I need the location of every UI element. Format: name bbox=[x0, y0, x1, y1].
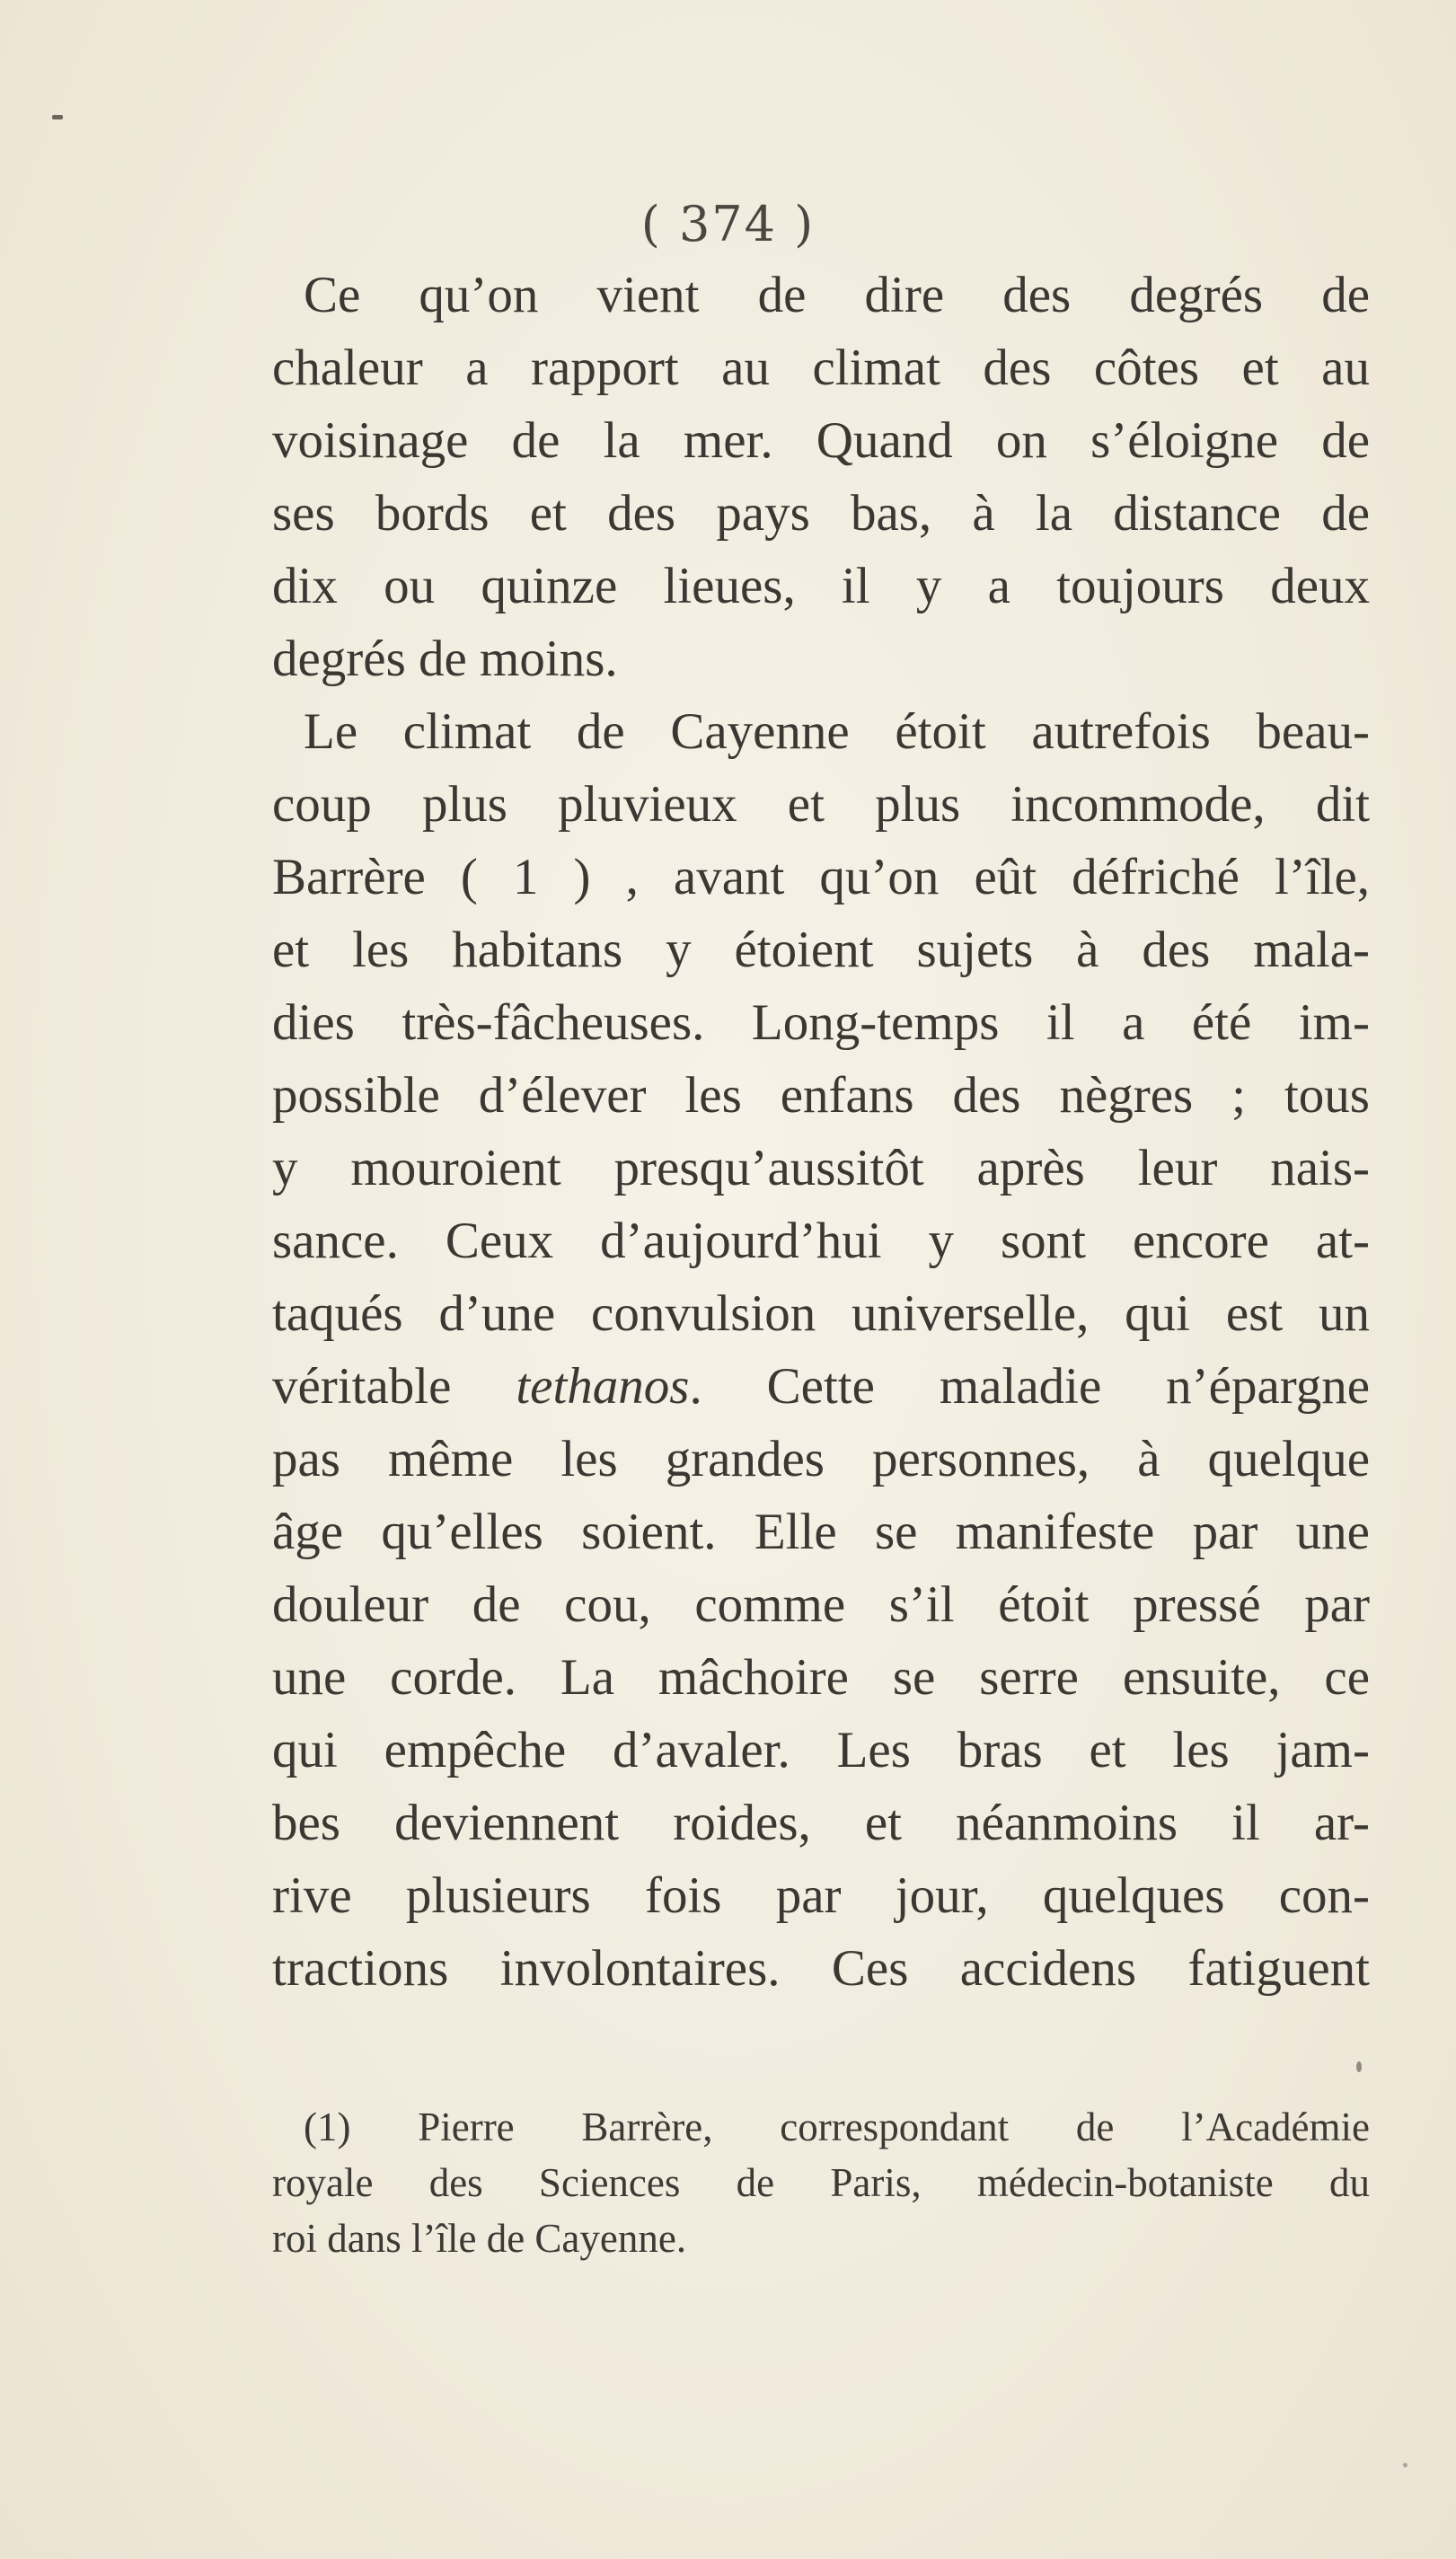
text-line: sance. Ceux d’aujourd’hui y sont encore at- bbox=[272, 1213, 1370, 1269]
text-line: y mouroient presqu’aussitôt après leur nais- bbox=[272, 1140, 1370, 1196]
text-line: Ce qu’on vient de dire des degrés de bbox=[304, 267, 1370, 323]
text-line: voisinage de la mer. Quand on s’éloigne de bbox=[272, 412, 1370, 469]
footnote-line: royale des Sciences de Paris, médecin-botaniste du bbox=[272, 2160, 1370, 2205]
text-line: âge qu’elles soient. Elle se manifeste par une bbox=[272, 1504, 1370, 1560]
text-line: rive plusieurs fois par jour, quelques con- bbox=[272, 1867, 1370, 1924]
text-line: taqués d’une convulsion universelle, qui est un bbox=[272, 1285, 1370, 1342]
text-line: dies très-fâcheuses. Long-temps il a été im- bbox=[272, 994, 1370, 1051]
main-text bbox=[272, 259, 1370, 2005]
text-line: une corde. La mâchoire se serre ensuite, ce bbox=[272, 1649, 1370, 1706]
text-line: Le climat de Cayenne étoit autrefois beau- bbox=[304, 703, 1370, 760]
footnote-line: roi dans l’île de Cayenne. bbox=[272, 2216, 687, 2261]
text-line bbox=[272, 1350, 1370, 1423]
text-line: chaleur a rapport au climat des côtes et au bbox=[272, 340, 1370, 396]
italic-term: tethanos bbox=[516, 1358, 690, 1415]
text-line: tractions involontaires. Ces accidens fatiguent bbox=[272, 1940, 1370, 1997]
paper-speck bbox=[52, 115, 63, 119]
text-line: coup plus pluvieux et plus incommode, dit bbox=[272, 776, 1370, 833]
text-line: douleur de cou, comme s’il étoit pressé par bbox=[272, 1576, 1370, 1633]
text-line: qui empêche d’avaler. Les bras et les jam- bbox=[272, 1722, 1370, 1778]
text-line: degrés de moins. bbox=[272, 631, 618, 687]
footnote bbox=[272, 2099, 1370, 2266]
text-line: Barrère ( 1 ) , avant qu’on eût défriché l’île, bbox=[272, 849, 1370, 905]
text-line: bes deviennent roides, et néanmoins il ar- bbox=[272, 1795, 1370, 1851]
text-line: pas même les grandes personnes, à quelque bbox=[272, 1431, 1370, 1487]
page-number: ( 374 ) bbox=[640, 196, 816, 252]
footnote-line: (1) Pierre Barrère, correspondant de l’Académie bbox=[304, 2105, 1370, 2149]
text-line: dix ou quinze lieues, il y a toujours deux bbox=[272, 558, 1370, 614]
text-fragment: . Cette maladie n’épargne bbox=[689, 1358, 1371, 1415]
text-fragment: véritable bbox=[272, 1358, 516, 1415]
text-line: et les habitans y étoient sujets à des mala- bbox=[272, 922, 1370, 978]
paper-speck bbox=[1403, 2463, 1407, 2467]
text-line: ses bords et des pays bas, à la distance de bbox=[272, 485, 1370, 542]
text-line: possible d’élever les enfans des nègres ; tous bbox=[272, 1067, 1370, 1124]
paper-speck bbox=[1356, 2061, 1362, 2072]
